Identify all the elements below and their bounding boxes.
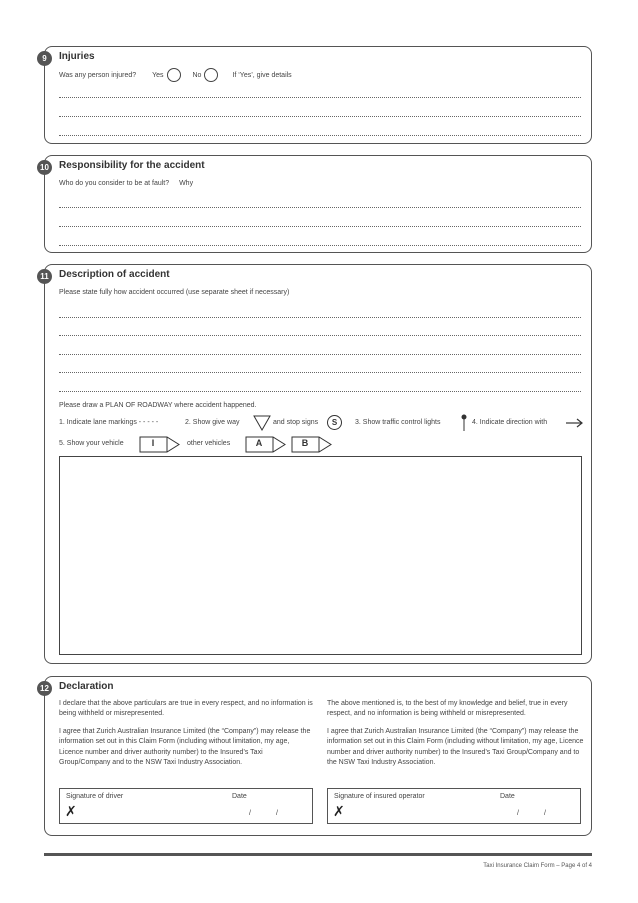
no-radio[interactable] — [204, 68, 218, 82]
injury-question: Was any person injured? — [59, 71, 137, 79]
answer-line[interactable] — [59, 245, 581, 246]
no-label: No — [192, 71, 202, 79]
traffic-lights-label: 3. Show traffic control lights — [355, 419, 441, 426]
section-title: Injuries — [59, 51, 95, 62]
section-injuries — [44, 46, 592, 144]
direction-label: 4. Indicate direction with — [472, 419, 548, 426]
section-responsibility — [40, 155, 592, 253]
fault-question-row — [59, 180, 193, 187]
operator-signature-label: Signature of insured operator — [334, 793, 425, 800]
fault-question: Who do you consider to be at fault? — [59, 180, 170, 187]
driver-declaration-paragraph: I declare that the above particulars are true in every respect, and no information is being withheld or misrepresented. — [59, 700, 313, 718]
section-title: Declaration — [59, 681, 114, 692]
answer-line[interactable] — [59, 207, 581, 208]
answer-line[interactable] — [59, 391, 581, 392]
section-title: Description of accident — [59, 269, 170, 280]
driver-date-label: Date — [232, 793, 247, 800]
your-vehicle-letter: I — [151, 438, 155, 448]
stop-sign-icon — [327, 415, 342, 430]
section-declaration — [40, 676, 592, 836]
other-vehicle-a-icon — [245, 436, 287, 455]
section-number-badge: 12 — [37, 681, 52, 696]
section-number-badge: 10 — [37, 160, 52, 175]
operator-date-label: Date — [500, 793, 515, 800]
operator-signature-box[interactable] — [327, 788, 581, 824]
answer-line[interactable] — [59, 116, 581, 117]
legend-row-1 — [59, 415, 589, 435]
other-vehicles-label: other vehicles — [187, 440, 231, 447]
vehicle-a-letter: A — [255, 438, 263, 448]
section-title: Responsibility for the accident — [59, 160, 205, 171]
legend-row-2 — [59, 436, 459, 454]
footer-text: Taxi Insurance Claim Form – Page 4 of 4 — [483, 863, 592, 869]
answer-line[interactable] — [59, 226, 581, 227]
date-slash: / — [544, 810, 546, 817]
operator-declaration-paragraph: The above mentioned is, to the best of my knowledge and belief, true in every respect, and no information is being withheld or misrepresented. — [327, 700, 568, 718]
roadway-drawing-area[interactable] — [59, 456, 582, 655]
date-slash: / — [249, 810, 251, 817]
traffic-light-icon — [461, 414, 467, 432]
direction-arrow-icon — [566, 418, 584, 428]
driver-signature-box[interactable] — [59, 788, 313, 824]
give-way-label: 2. Show give way — [185, 419, 240, 426]
signature-cross-icon: ✗ — [65, 803, 77, 819]
answer-line[interactable] — [59, 317, 581, 318]
operator-consent-paragraph: I agree that Zurich Australian Insurance Limited (the “Company”) may release the information set out in this Claim Form (including without limitation, my age, Licence number and driver authority number) to the Insured’s Taxi Group/Company and to the NSW Taxi Industry Association. — [327, 728, 584, 766]
answer-line[interactable] — [59, 97, 581, 98]
yes-label: Yes — [152, 71, 164, 79]
give-way-triangle-icon — [253, 415, 271, 431]
driver-signature-label: Signature of driver — [66, 793, 124, 800]
section-number-badge: 9 — [37, 51, 52, 66]
date-slash: / — [276, 810, 278, 817]
stop-sign-letter: S — [331, 418, 338, 427]
why-label: Why — [179, 180, 194, 187]
your-vehicle-icon — [139, 436, 181, 455]
answer-line[interactable] — [59, 335, 581, 336]
your-vehicle-label: 5. Show your vehicle — [59, 440, 124, 447]
footer-rule — [44, 853, 592, 856]
answer-line[interactable] — [59, 372, 581, 373]
other-vehicle-b-icon — [291, 436, 333, 455]
details-label: If ‘Yes’, give details — [232, 71, 292, 79]
lane-markings-label: 1. Indicate lane markings - - - - - — [59, 419, 159, 426]
driver-consent-paragraph: I agree that Zurich Australian Insurance Limited (the “Company”) may release the information set out in this Claim Form (including without limitation, my age, Licence number and driver authority number) to the Insured’s Taxi Group/Company and to the NSW Taxi Industry Association. — [59, 728, 311, 766]
plan-instruction: Please draw a PLAN OF ROADWAY where accident happened. — [59, 402, 257, 409]
date-slash: / — [517, 810, 519, 817]
stop-signs-label: and stop signs — [273, 419, 319, 426]
yes-radio[interactable] — [167, 68, 181, 82]
answer-line[interactable] — [59, 135, 581, 136]
signature-cross-icon: ✗ — [333, 803, 345, 819]
section-number-badge: 11 — [37, 269, 52, 284]
answer-line[interactable] — [59, 354, 581, 355]
section-description — [40, 264, 592, 664]
vehicle-b-letter: B — [301, 438, 309, 448]
description-instructions: Please state fully how accident occurred (use separate sheet if necessary) — [59, 289, 290, 296]
injury-question-row — [59, 68, 292, 82]
